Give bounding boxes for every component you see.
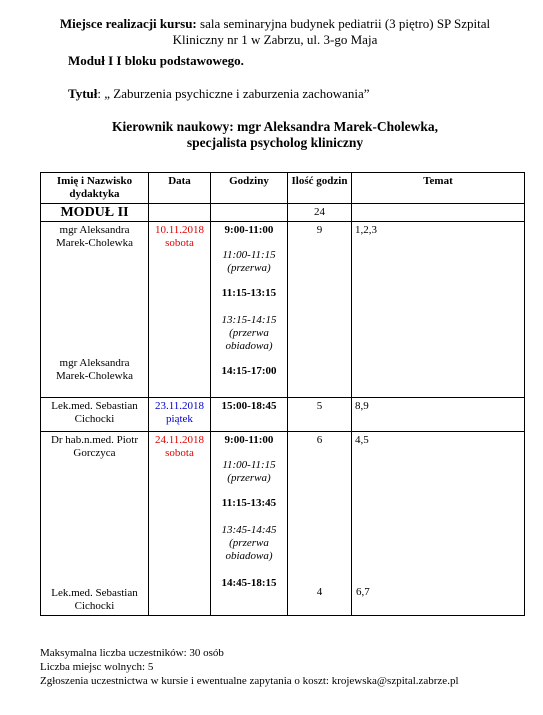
time-slot: 9:00-11:00: [224, 224, 274, 236]
supervisor-line-2: specjalista psycholog kliniczny: [186, 135, 364, 150]
break-slot: 11:00-11:15 (przerwa): [222, 459, 276, 484]
header-date: Data: [149, 173, 211, 204]
contact-info: Zgłoszenia uczestnictwa w kursie i ewentualne zapytania o koszt: krojewska@szpital.zabrze.pl: [40, 675, 459, 687]
lecturer-name: Lek.med. Sebastian Cichocki: [41, 398, 149, 432]
header-lecturer: Imię i Nazwisko dydaktyka: [41, 173, 149, 204]
table-row: [41, 398, 525, 432]
course-title: [68, 86, 370, 102]
module-heading: Moduł I I bloku podstawowego.: [68, 53, 244, 68]
header-topic: Temat: [352, 173, 525, 204]
lecturer-name: mgr Aleksandra Marek-Cholewka: [56, 357, 133, 382]
hour-count: 6: [316, 434, 323, 446]
lecturer-name: Lek.med. Sebastian Cichocki: [51, 587, 138, 612]
header-hours: Godziny: [211, 173, 288, 204]
venue-text: sala seminaryjna budynek pediatrii (3 piętro) SP Szpital Kliniczny nr 1 w Zabrzu, ul. 3-go Maja: [172, 16, 491, 47]
module-total-hours: 24: [288, 204, 352, 222]
lecturer-name: mgr Aleksandra Marek-Cholewka: [56, 224, 133, 249]
venue-label: Miejsce realizacji kursu:: [59, 16, 197, 31]
session-day: sobota: [165, 447, 194, 459]
session-date: 24.11.2018: [154, 434, 205, 446]
break-slot: 13:45-14:45 (przerwa obiadowa): [221, 524, 277, 562]
topic-numbers: 4,5: [355, 434, 369, 446]
supervisor-line-1: Kierownik naukowy: mgr Aleksandra Marek-Cholewka,: [112, 119, 438, 134]
session-date: 23.11.2018: [154, 400, 205, 412]
free-places: Liczba miejsc wolnych: 5: [40, 661, 154, 673]
time-slot: 11:15-13:15: [221, 287, 277, 299]
table-header-row: [41, 173, 525, 204]
session-date: 10.11.2018: [154, 224, 205, 236]
time-slot: 14:15-17:00: [221, 365, 277, 377]
max-participants: Maksymalna liczba uczestników: 30 osób: [40, 647, 224, 659]
hour-count: 4: [316, 586, 323, 598]
time-slot: 14:45-18:15: [221, 577, 277, 589]
module-row: [41, 204, 525, 222]
topic-numbers: 1,2,3: [352, 222, 525, 398]
table-row: [41, 222, 525, 398]
header-hour-count: Ilość godzin: [288, 173, 352, 204]
title-text: : „ Zaburzenia psychiczne i zaburzenia zachowania”: [97, 86, 370, 101]
break-slot: 13:15-14:15 (przerwa obiadowa): [221, 314, 277, 352]
break-slot: 11:00-11:15 (przerwa): [222, 249, 276, 274]
module-label: MODUŁ II: [41, 204, 149, 222]
session-day: piątek: [166, 413, 193, 425]
topic-numbers: 6,7: [356, 586, 370, 598]
topic-numbers: 8,9: [352, 398, 525, 432]
session-day: sobota: [165, 237, 194, 249]
scientific-supervisor: [40, 119, 510, 151]
hour-count: 5: [288, 398, 352, 432]
time-slot: 15:00-18:45: [211, 398, 288, 432]
title-label: Tytuł: [68, 86, 98, 101]
footer-notes: [40, 646, 459, 688]
hour-count: 9: [288, 222, 352, 398]
table-row: [41, 432, 525, 616]
time-slot: 9:00-11:00: [224, 434, 274, 446]
lecturer-name: Dr hab.n.med. Piotr Gorczyca: [50, 434, 139, 459]
course-venue: [40, 16, 510, 48]
time-slot: 11:15-13:45: [221, 497, 277, 509]
schedule-table: [40, 172, 525, 616]
